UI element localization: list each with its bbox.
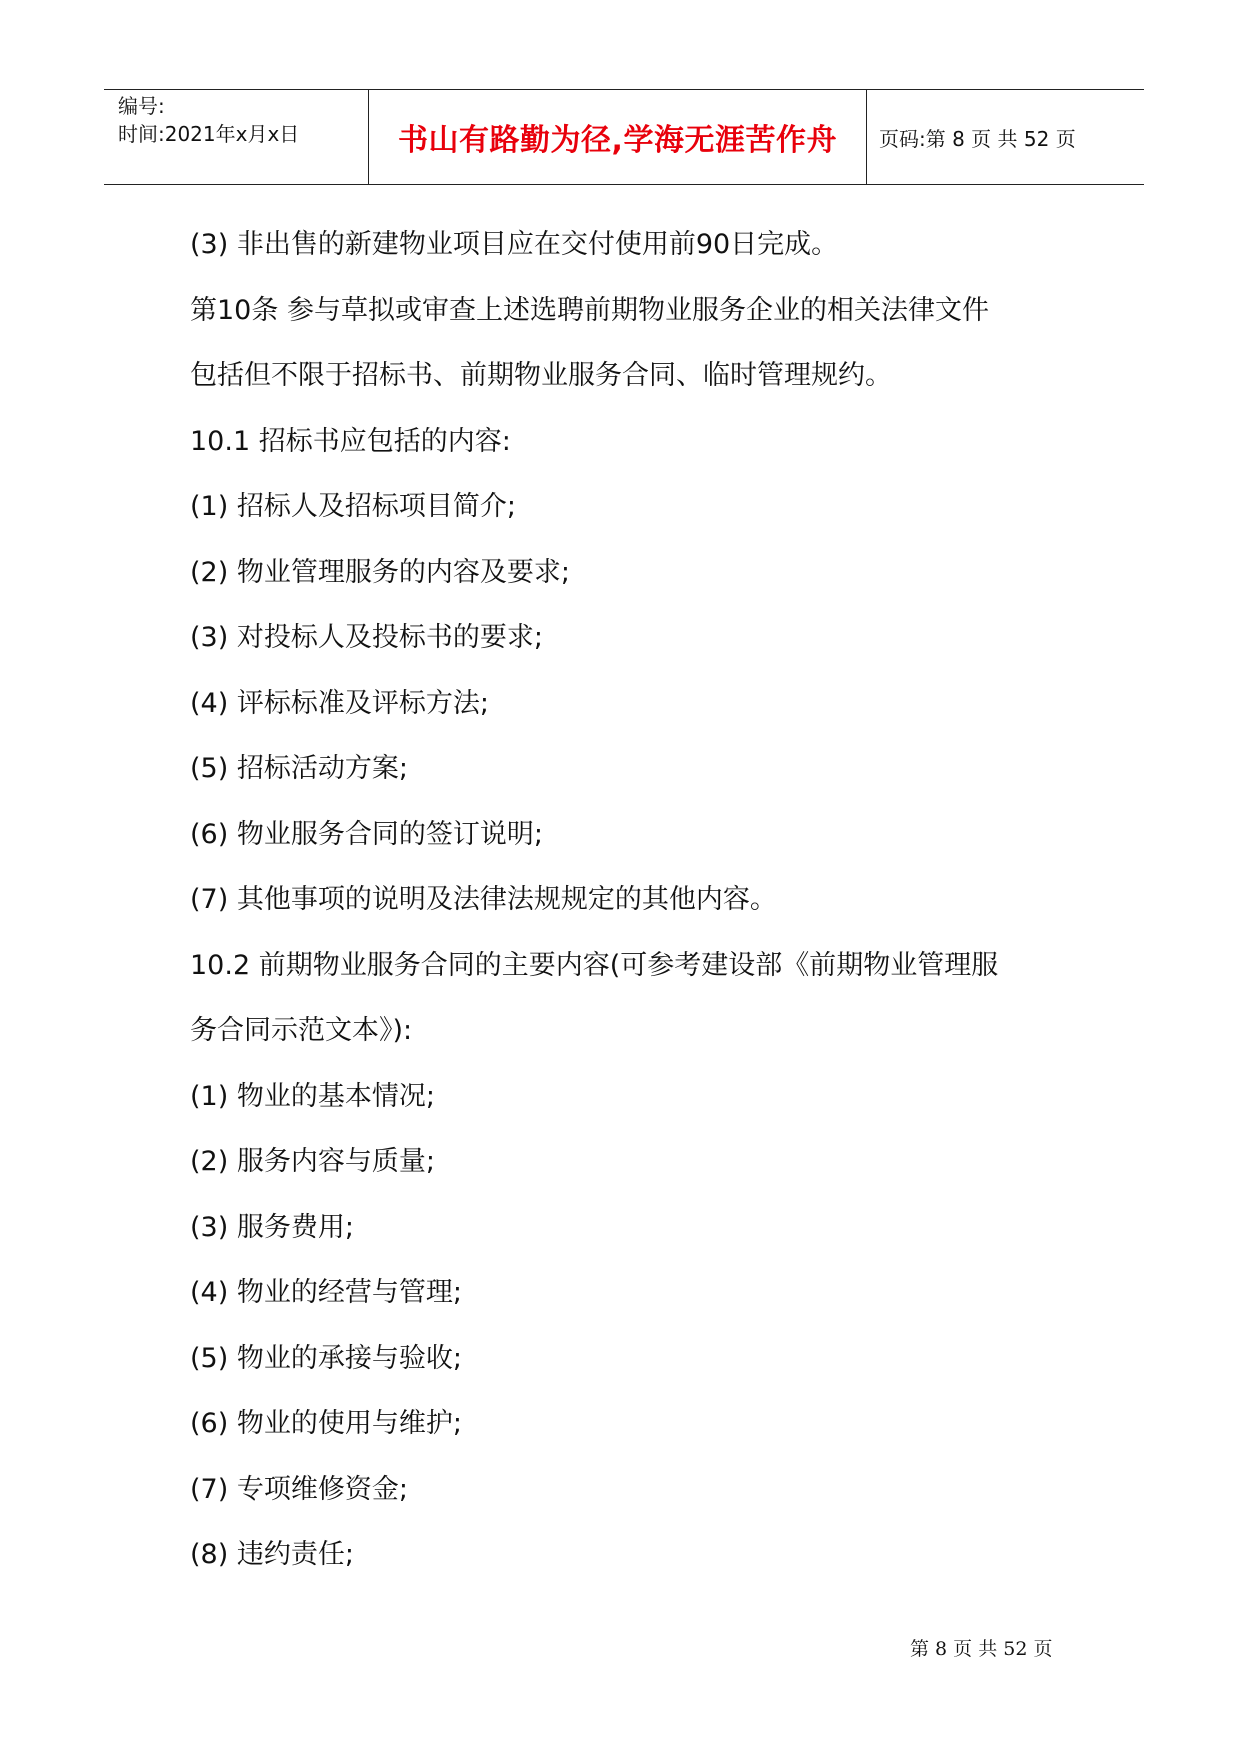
document-code-label: 编号:: [118, 94, 165, 118]
paragraph: 10.2 前期物业服务合同的主要内容(可参考建设部《前期物业管理服: [190, 949, 999, 981]
list-item: (6) 物业的使用与维护;: [190, 1408, 462, 1439]
list-item: (1) 招标人及招标项目简介;: [190, 491, 516, 522]
paragraph: 第10条 参与草拟或审查上述选聘前期物业服务企业的相关法律文件: [190, 294, 989, 326]
list-item: (4) 物业的经营与管理;: [190, 1277, 462, 1308]
list-item: (8) 违约责任;: [190, 1539, 354, 1570]
header-page-cell: [867, 90, 1144, 184]
header-meta: [104, 90, 368, 184]
list-item: (2) 物业管理服务的内容及要求;: [190, 556, 570, 588]
paragraph: 包括但不限于招标书、前期物业服务合同、临时管理规约。: [190, 360, 892, 391]
page-header: [104, 89, 1144, 185]
header-page-info: 页码:第 8 页 共 52 页: [879, 126, 1076, 151]
list-item: (6) 物业服务合同的签订说明;: [190, 818, 543, 850]
list-item: (1) 物业的基本情况;: [190, 1080, 435, 1112]
paragraph: (3) 非出售的新建物业项目应在交付使用前90日完成。: [190, 229, 839, 260]
paragraph: 10.1 招标书应包括的内容:: [190, 425, 511, 457]
list-item: (7) 专项维修资金;: [190, 1473, 408, 1505]
document-date: 时间:2021年x月x日: [118, 122, 300, 146]
document-body: [190, 212, 1090, 1588]
list-item: (7) 其他事项的说明及法律法规规定的其他内容。: [190, 884, 777, 915]
list-item: (5) 招标活动方案;: [190, 753, 408, 784]
page-footer: 第 8 页 共 52 页: [910, 1638, 1053, 1660]
header-motto: 书山有路勤为径,学海无涯苦作舟: [398, 123, 837, 158]
list-item: (5) 物业的承接与验收;: [190, 1342, 462, 1374]
list-item: (4) 评标标准及评标方法;: [190, 687, 489, 719]
paragraph: 务合同示范文本》):: [190, 1015, 413, 1046]
list-item: (2) 服务内容与质量;: [190, 1146, 435, 1177]
header-motto-cell: [368, 90, 867, 184]
list-item: (3) 服务费用;: [190, 1211, 354, 1243]
list-item: (3) 对投标人及投标书的要求;: [190, 622, 543, 653]
